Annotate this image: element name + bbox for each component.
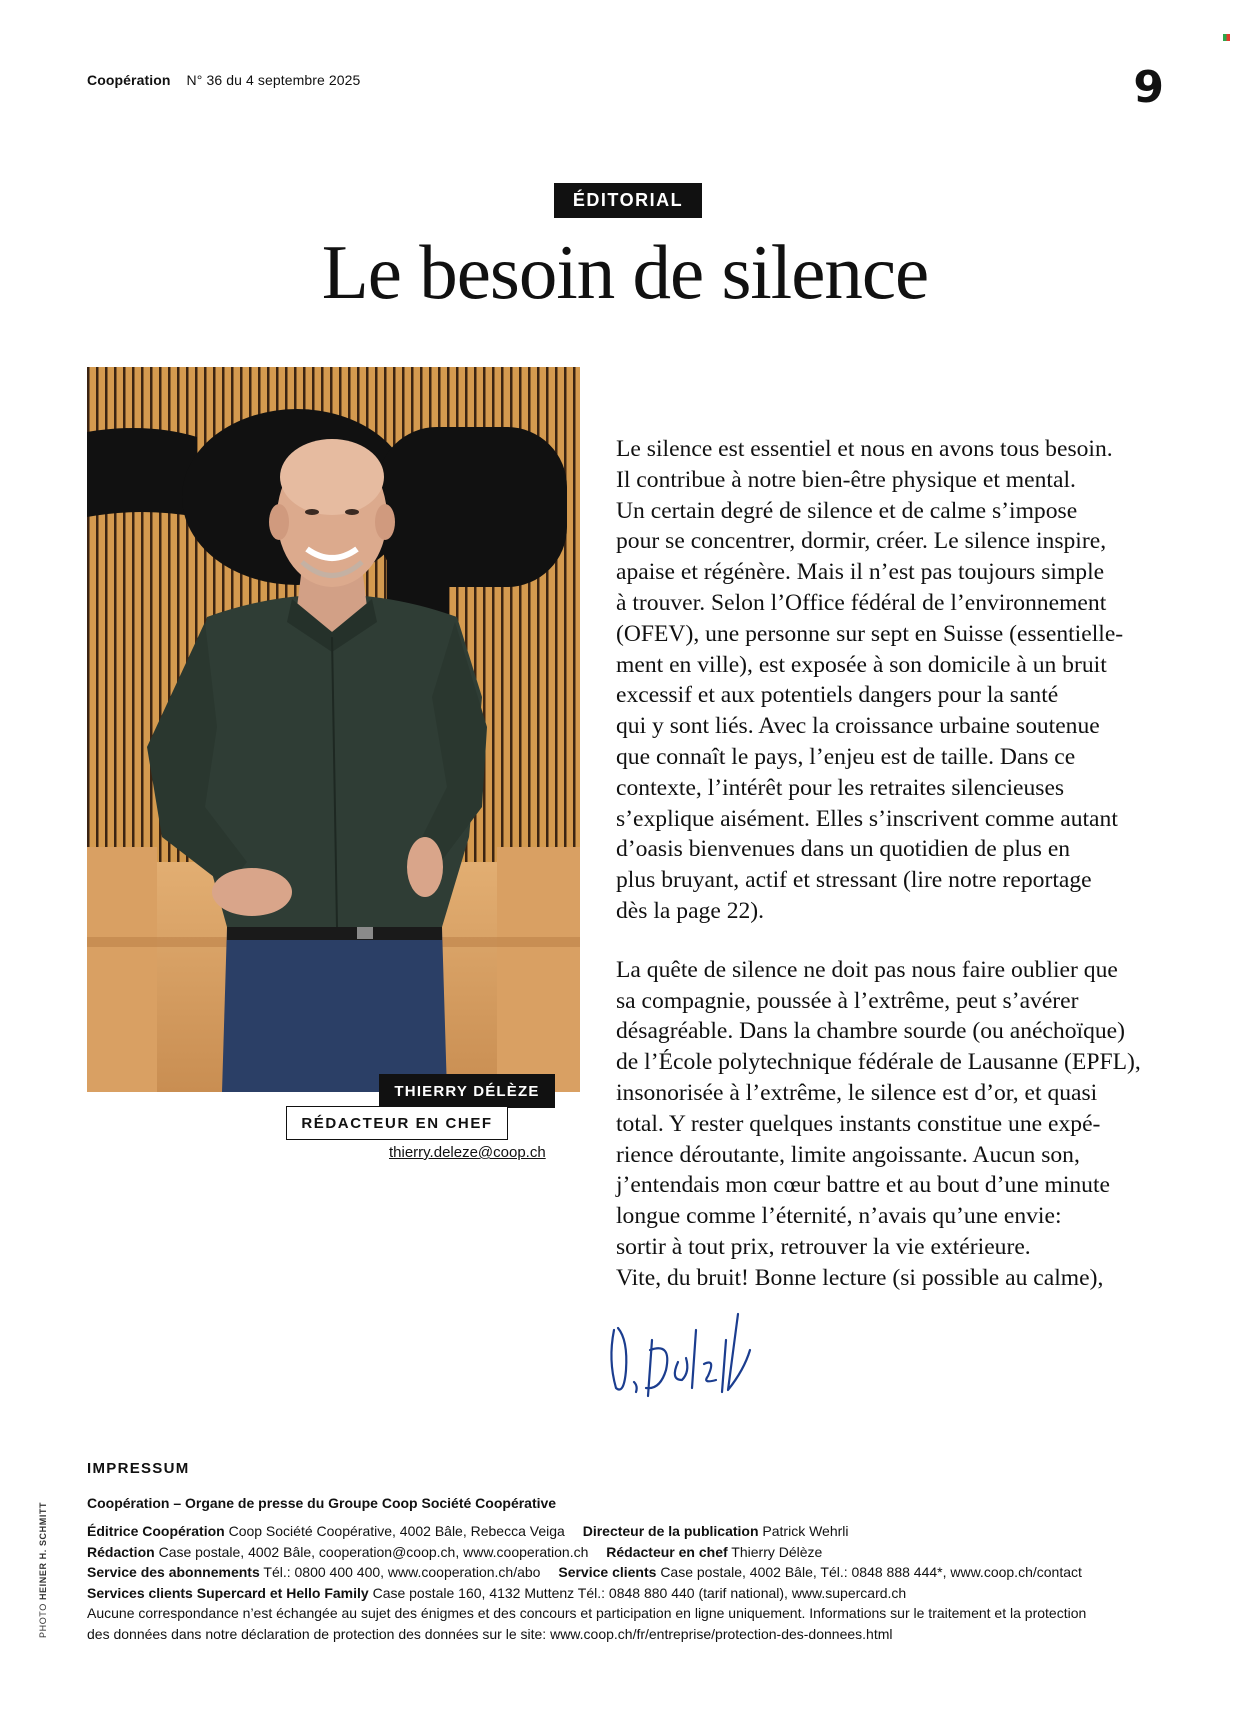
- impressum-line: [87, 1583, 1086, 1604]
- impressum-value: Patrick Wehrli: [762, 1523, 849, 1539]
- impressum-label: Rédaction: [87, 1543, 155, 1560]
- text-line: de l’École polytechnique fédérale de Lausanne (EPFL),: [616, 1049, 1141, 1076]
- publication-name: Coopération: [87, 72, 171, 88]
- photo-credit-label: PHOTO: [38, 1603, 48, 1638]
- issue-info: N° 36 du 4 septembre 2025: [186, 72, 361, 88]
- text-line: excessif et aux potentiels dangers pour la santé: [616, 682, 1059, 709]
- paragraph-2: [616, 955, 1176, 1294]
- text-line: plus bruyant, actif et stressant (lire notre reportage: [616, 867, 1092, 894]
- text-line: que connaît le pays, l’enjeu est de taille. Dans ce: [616, 743, 1076, 770]
- author-email-link[interactable]: thierry.deleze@coop.ch: [389, 1144, 546, 1161]
- text-line: j’entendais mon cœur battre et au bout d’une minute: [616, 1172, 1111, 1199]
- impressum-label: Éditrice Coopération: [87, 1523, 225, 1539]
- editorial-body: [616, 434, 1176, 1322]
- text-line: désagréable. Dans la chambre sourde (ou anéchoïque): [616, 1018, 1126, 1045]
- impressum-label: Service clients: [558, 1564, 657, 1580]
- impressum-value: Tél.: 0800 400 400, www.cooperation.ch/abo: [263, 1564, 541, 1580]
- headline: Le besoin de silence: [321, 229, 929, 315]
- text-line: sa compagnie, poussée à l’extrême, peut s’avérer: [616, 987, 1079, 1014]
- text-line: s’explique aisément. Elles s’inscrivent comme autant: [616, 805, 1118, 832]
- author-photo: [87, 367, 580, 1092]
- photo-credit-name: HEINER H. SCHMITT: [38, 1501, 48, 1601]
- handwritten-signature: [604, 1300, 764, 1405]
- photo-credit: [38, 1502, 48, 1638]
- author-photo-illustration: [87, 367, 580, 1092]
- impressum: [87, 1460, 1086, 1644]
- impressum-title: IMPRESSUM: [87, 1460, 190, 1477]
- impressum-label: Directeur de la publication: [582, 1523, 759, 1539]
- text-line: d’oasis bienvenues dans un quotidien de plus en: [616, 836, 1071, 863]
- impressum-label: Rédacteur en chef: [606, 1543, 728, 1560]
- text-line: dès la page 22).: [616, 897, 765, 924]
- impressum-value: Case postale 160, 4132 Muttenz Tél.: 0848 880 440 (tarif national), www.supercard.ch: [372, 1584, 907, 1601]
- text-line: total. Y rester quelques instants constitue une expé-: [616, 1110, 1101, 1137]
- impressum-subtitle: Coopération – Organe de presse du Groupe Coop Société Coopérative: [87, 1495, 557, 1511]
- impressum-notice: Aucune correspondance n’est échangée au sujet des énigmes et des concours et participation en ligne uniquement. Informations sur le traitement et la protection: [87, 1605, 1087, 1621]
- impressum-notice: des données dans notre déclaration de protection des données sur le site: www.coop.ch/fr/entreprise/protection-des-donnees.html: [87, 1625, 893, 1642]
- text-line: apaise et régénère. Mais il n’est pas toujours simple: [616, 559, 1105, 586]
- section-label: ÉDITORIAL: [554, 183, 702, 218]
- text-line: à trouver. Selon l’Office fédéral de l’environnement: [616, 589, 1107, 616]
- impressum-line: [87, 1562, 1086, 1583]
- impressum-value: Case postale, 4002 Bâle, Tél.: 0848 888 444*, www.coop.ch/contact: [660, 1564, 1082, 1580]
- header-left: [87, 72, 360, 88]
- text-line: Un certain degré de silence et de calme s’impose: [616, 497, 1078, 524]
- page-number: 9: [1133, 62, 1164, 113]
- impressum-value: Case postale, 4002 Bâle, cooperation@coop.ch, www.cooperation.ch: [158, 1543, 589, 1560]
- impressum-value: Thierry Délèze: [731, 1543, 823, 1560]
- text-line: sortir à tout prix, retrouver la vie extérieure.: [616, 1233, 1031, 1260]
- paragraph-1: [616, 434, 1176, 927]
- impressum-label: Services clients Supercard et Hello Family: [87, 1584, 369, 1601]
- text-line: ment en ville), est exposée à son domicile à un bruit: [616, 651, 1107, 678]
- author-role: RÉDACTEUR EN CHEF: [286, 1106, 508, 1140]
- text-line: La quête de silence ne doit pas nous faire oublier que: [616, 956, 1118, 983]
- signature-icon: [604, 1300, 764, 1400]
- text-line: qui y sont liés. Avec la croissance urbaine soutenue: [616, 713, 1100, 740]
- text-line: Vite, du bruit! Bonne lecture (si possible au calme),: [616, 1264, 1104, 1291]
- text-line: longue comme l’éternité, n’avais qu’une envie:: [616, 1203, 1062, 1230]
- text-line: contexte, l’intérêt pour les retraites silencieuses: [616, 774, 1065, 801]
- text-line: pour se concentrer, dormir, créer. Le silence inspire,: [616, 528, 1107, 555]
- corner-mark: [1223, 34, 1230, 41]
- impressum-line: [87, 1521, 1086, 1542]
- text-line: Le silence est essentiel et nous en avons tous besoin.: [616, 436, 1113, 462]
- text-line: insonorisée à l’extrême, le silence est d’or, et quasi: [616, 1079, 1098, 1106]
- text-line: (OFEV), une personne sur sept en Suisse (essentielle-: [616, 620, 1124, 647]
- impressum-value: Coop Société Coopérative, 4002 Bâle, Rebecca Veiga: [228, 1523, 565, 1539]
- impressum-line: [87, 1542, 1086, 1563]
- text-line: rience déroutante, limite angoissante. Aucun son,: [616, 1141, 1080, 1168]
- author-name: THIERRY DÉLÈZE: [379, 1074, 555, 1108]
- impressum-label: Service des abonnements: [87, 1564, 260, 1580]
- text-line: Il contribue à notre bien-être physique et mental.: [616, 466, 1076, 493]
